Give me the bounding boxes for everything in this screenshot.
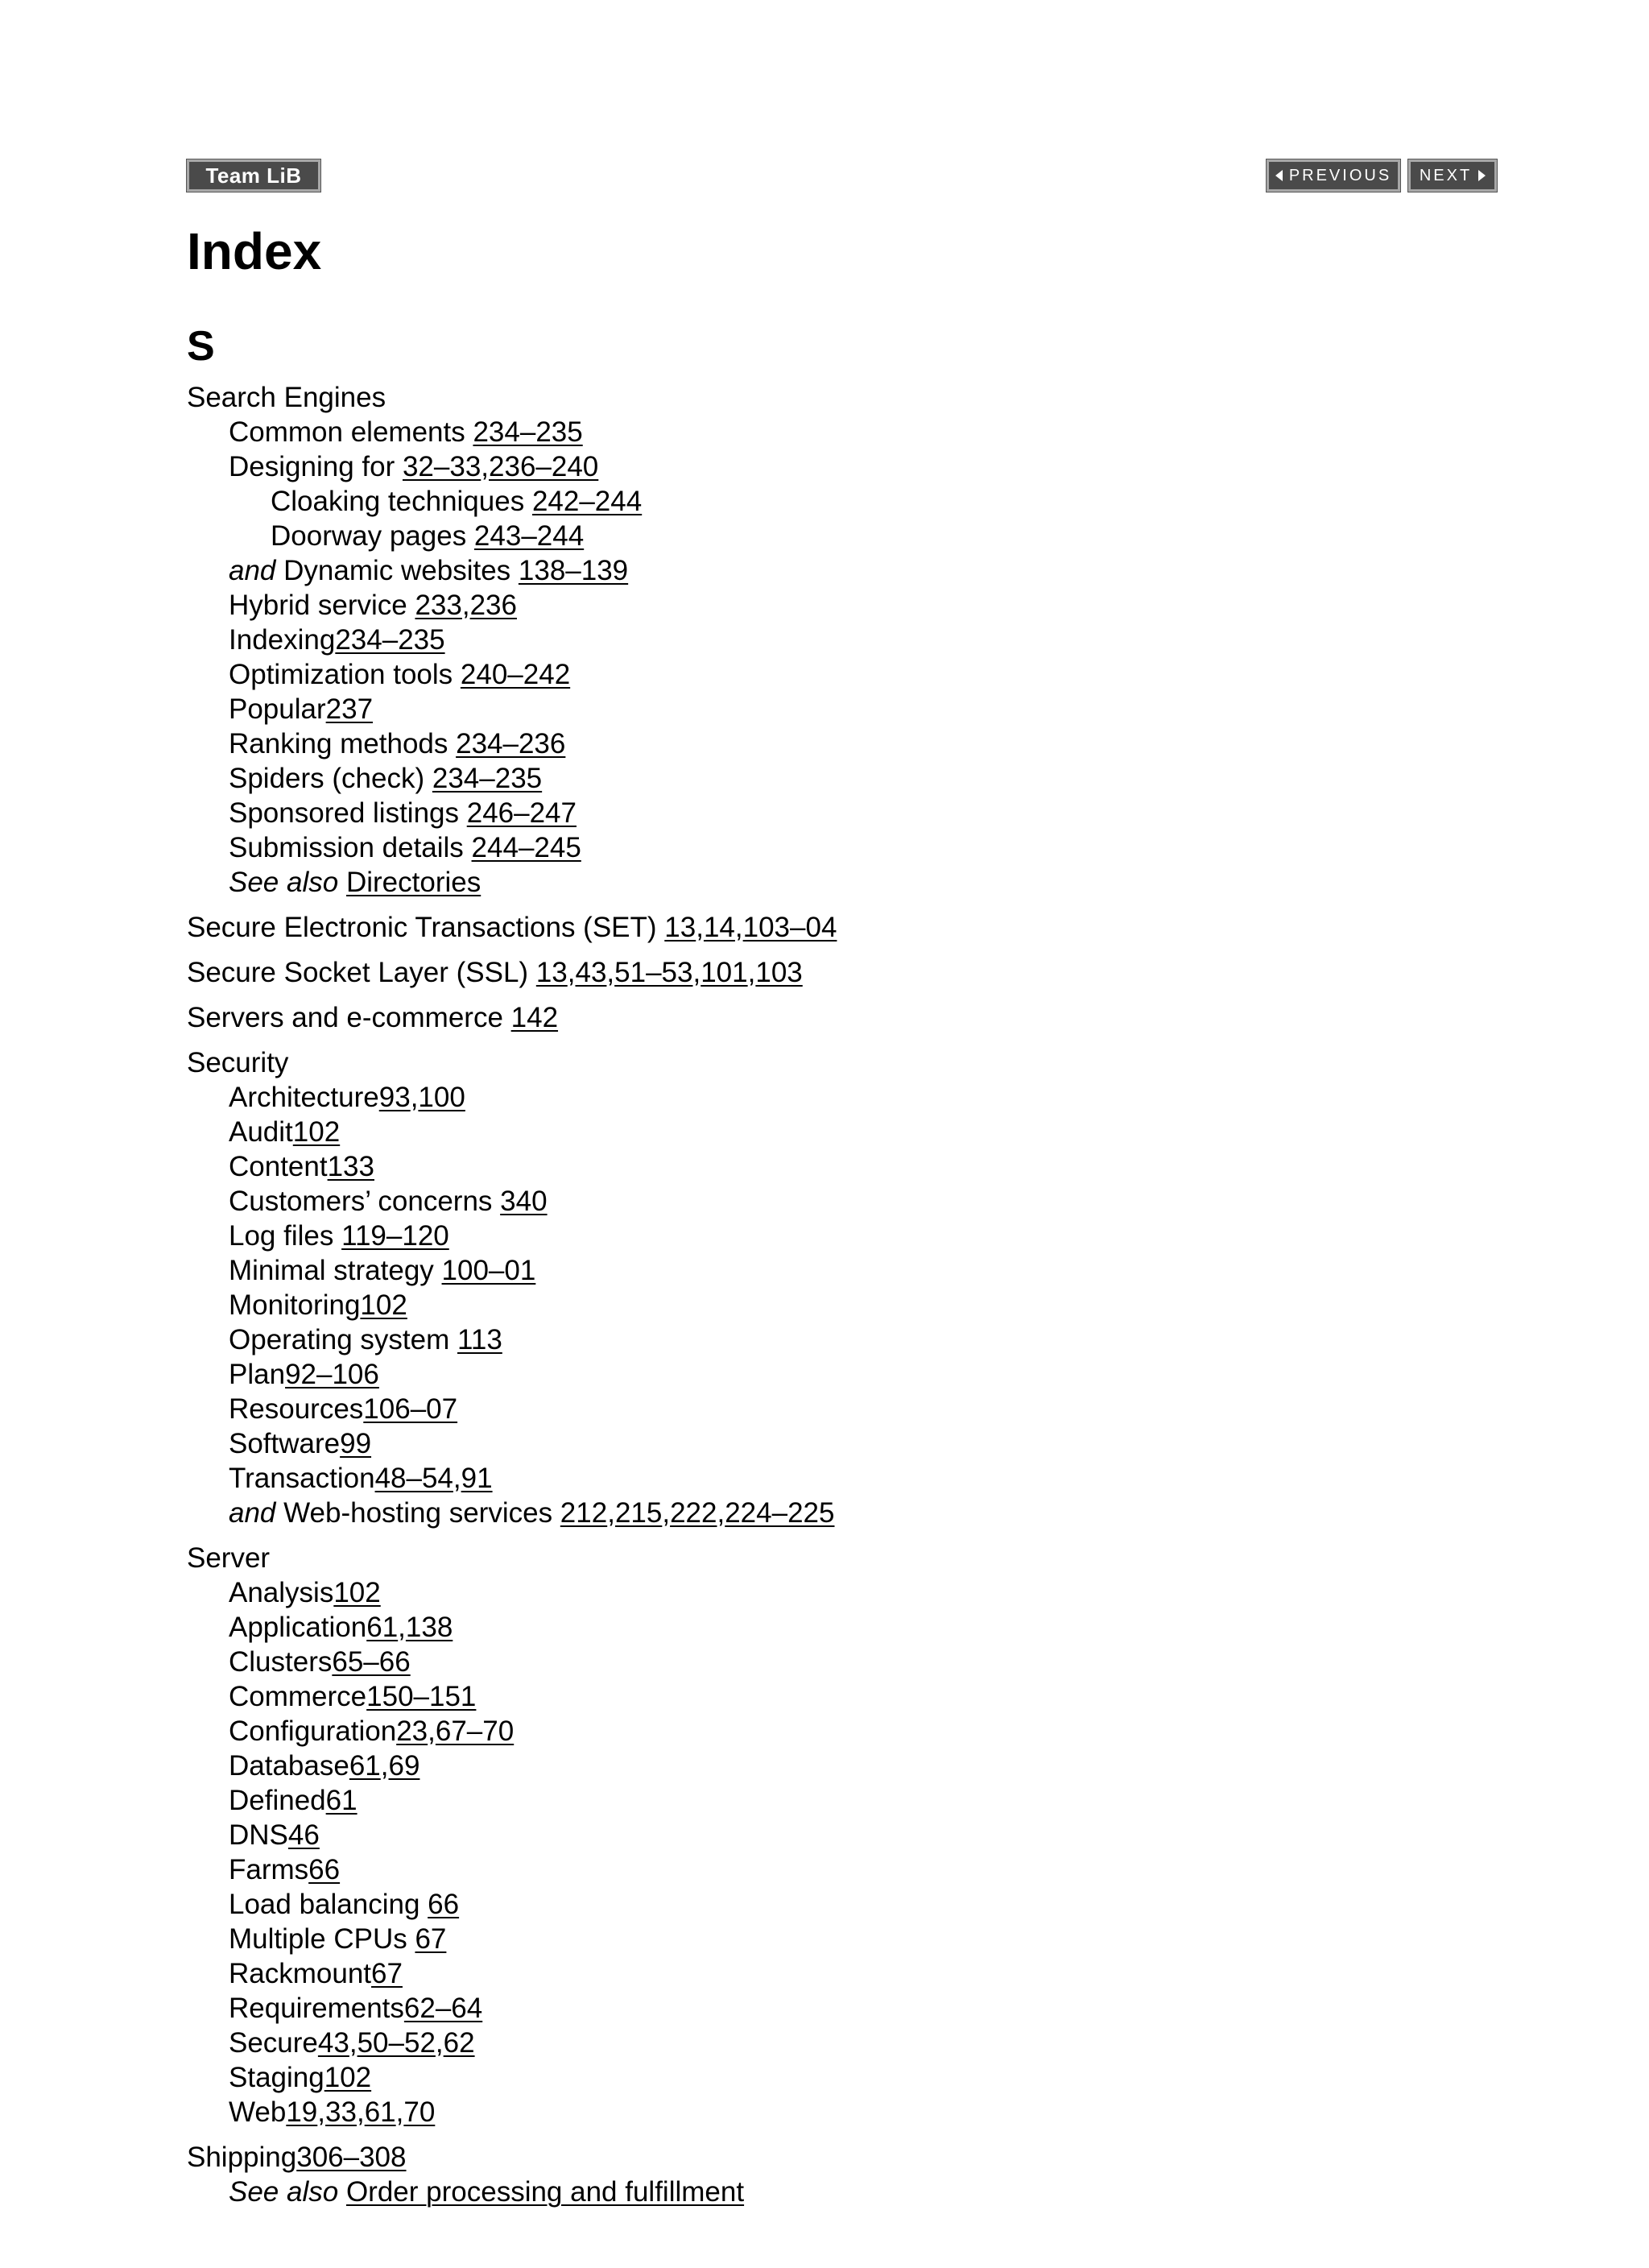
index-entry xyxy=(187,1496,1556,1530)
page-link[interactable]: 93 xyxy=(378,1082,411,1113)
page-separator: , xyxy=(734,912,743,943)
page-separator: , xyxy=(567,957,576,988)
entry-term: Indexing xyxy=(229,624,336,656)
page-link[interactable]: 246–247 xyxy=(466,797,577,829)
page-link[interactable]: 224–225 xyxy=(725,1497,835,1529)
entry-term: Customers’ concerns xyxy=(229,1186,501,1217)
entry-prefix: and xyxy=(229,555,276,586)
entry-term: Software xyxy=(229,1428,341,1459)
section-letter: S xyxy=(187,323,215,370)
entry-term: Secure Electronic Transactions (SET) xyxy=(187,912,665,943)
entry-term: Server xyxy=(187,1542,271,1574)
index-entry xyxy=(187,761,1556,796)
page-link[interactable]: 138–139 xyxy=(518,555,629,586)
entry-term: Multiple CPUs xyxy=(229,1923,415,1955)
header-bar xyxy=(187,159,1497,195)
index-entry xyxy=(187,1991,1556,2026)
entry-term: Architecture xyxy=(229,1082,379,1113)
index-entry xyxy=(187,1149,1556,1184)
index-entry xyxy=(187,519,1556,553)
page-link[interactable]: 69 xyxy=(388,1750,420,1782)
page-link[interactable]: 102 xyxy=(360,1289,407,1321)
page-link[interactable]: 103 xyxy=(755,957,803,988)
page-separator: , xyxy=(662,1497,671,1529)
index-entry xyxy=(187,449,1556,484)
page-link[interactable]: 100–01 xyxy=(441,1255,536,1286)
page-link[interactable]: 106–07 xyxy=(363,1393,458,1425)
index-list xyxy=(187,380,1556,2209)
page-link[interactable]: 242–244 xyxy=(531,486,643,517)
page-link[interactable]: 91 xyxy=(461,1463,493,1494)
entry-term: Shipping xyxy=(187,2142,297,2173)
page-separator: , xyxy=(606,957,615,988)
page-link[interactable]: 65–66 xyxy=(332,1646,411,1678)
page-separator: , xyxy=(747,957,756,988)
nav-buttons xyxy=(1267,159,1497,192)
entry-term: Search Engines xyxy=(187,382,386,413)
entry-term: Hybrid service xyxy=(229,590,415,621)
page-link[interactable]: 99 xyxy=(340,1428,372,1459)
index-entry xyxy=(187,796,1556,830)
index-entry xyxy=(187,2060,1556,2095)
entry-term: Spiders (check) xyxy=(229,763,432,794)
page-link[interactable]: 92–106 xyxy=(285,1359,379,1390)
entry-term: Database xyxy=(229,1750,349,1782)
entry-term: Popular xyxy=(229,693,326,725)
page-link[interactable]: 234–236 xyxy=(456,728,566,759)
entry-term: Log files xyxy=(229,1220,342,1252)
index-entry xyxy=(187,1357,1556,1392)
entry-term: Transaction xyxy=(229,1463,375,1494)
index-entry xyxy=(187,830,1556,865)
entry-term: Sponsored listings xyxy=(229,797,467,829)
index-entry xyxy=(187,1783,1556,1818)
page-link[interactable]: 306–308 xyxy=(296,2142,407,2173)
page-link[interactable]: 138 xyxy=(405,1612,453,1643)
index-entry xyxy=(187,1219,1556,1253)
page-link[interactable]: 222 xyxy=(670,1497,717,1529)
entry-term: Designing for xyxy=(229,451,403,482)
index-entry xyxy=(187,1645,1556,1679)
page-separator: , xyxy=(349,2027,357,2059)
page-link[interactable]: 23 xyxy=(396,1715,428,1747)
page-link[interactable]: 13 xyxy=(535,957,568,988)
entry-term: Submission details xyxy=(229,832,472,863)
page-link[interactable]: 61 xyxy=(349,1750,381,1782)
page-separator: , xyxy=(453,1463,461,1494)
page-link[interactable]: 32–33 xyxy=(402,451,481,482)
index-entry xyxy=(187,1461,1556,1496)
page-link[interactable]: 61 xyxy=(366,1612,399,1643)
page-link[interactable]: 66 xyxy=(428,1889,460,1920)
page-link[interactable]: 236–240 xyxy=(489,451,599,482)
index-entry xyxy=(187,1749,1556,1783)
entry-term: Web xyxy=(229,2096,287,2128)
index-entry xyxy=(187,380,1556,415)
arrow-left-icon xyxy=(1275,170,1283,181)
index-entry xyxy=(187,1080,1556,1115)
entry-prefix: See also xyxy=(229,867,339,898)
entry-term: Requirements xyxy=(229,1993,404,2024)
entry-term: Secure Socket Layer (SSL) xyxy=(187,957,536,988)
page-link[interactable]: 234–235 xyxy=(473,416,583,448)
entry-term: Secure xyxy=(229,2027,318,2059)
page-separator: , xyxy=(435,2027,444,2059)
page-link[interactable]: 43 xyxy=(575,957,607,988)
entry-term: Rackmount xyxy=(229,1958,372,1989)
entry-term: DNS xyxy=(229,1819,288,1851)
index-entry xyxy=(187,865,1556,900)
page-link[interactable]: Order processing and fulfillment xyxy=(345,2176,745,2208)
page-link[interactable]: 102 xyxy=(324,2062,372,2093)
page-separator: , xyxy=(428,1715,436,1747)
entry-term: Security xyxy=(187,1047,289,1078)
entry-term: Load balancing xyxy=(229,1889,428,1920)
entry-term: Minimal strategy xyxy=(229,1255,442,1286)
page-link[interactable]: 215 xyxy=(614,1497,663,1529)
index-entry xyxy=(187,623,1556,657)
page-link[interactable]: 100 xyxy=(418,1082,465,1113)
page-link[interactable]: 62 xyxy=(443,2027,475,2059)
entry-term: Optimization tools xyxy=(229,659,461,690)
entry-term: Cloaking techniques xyxy=(271,486,532,517)
page-link[interactable]: 33 xyxy=(325,2096,357,2128)
page-separator: , xyxy=(395,2096,404,2128)
index-entry xyxy=(187,2026,1556,2060)
entry-term: Servers and e-commerce xyxy=(187,1002,511,1033)
entry-term xyxy=(338,867,346,898)
page-separator: , xyxy=(380,1750,389,1782)
entry-term: Operating system xyxy=(229,1324,457,1355)
index-entry xyxy=(187,1575,1556,1610)
page-link[interactable]: 150–151 xyxy=(366,1681,477,1712)
entry-term xyxy=(338,2176,346,2208)
page-link[interactable]: 102 xyxy=(292,1116,341,1148)
entry-term: Audit xyxy=(229,1116,293,1148)
entry-term: Common elements xyxy=(229,416,473,448)
arrow-right-icon xyxy=(1478,170,1486,181)
page-link[interactable]: 243–244 xyxy=(473,520,585,552)
page-separator: , xyxy=(398,1612,406,1643)
index-entry xyxy=(187,1679,1556,1714)
page-link[interactable]: 19 xyxy=(286,2096,318,2128)
page-link[interactable]: 340 xyxy=(500,1186,548,1217)
index-entry xyxy=(187,1887,1556,1922)
page-link[interactable]: 62–64 xyxy=(403,1993,483,2024)
index-entry xyxy=(187,726,1556,761)
page-link[interactable]: 244–245 xyxy=(471,832,581,863)
page-link[interactable]: 113 xyxy=(457,1324,502,1355)
index-entry xyxy=(187,2140,1556,2175)
previous-label: PREVIOUS xyxy=(1288,166,1392,184)
index-entry xyxy=(187,1288,1556,1322)
page-link[interactable]: 61 xyxy=(364,2096,396,2128)
previous-button[interactable] xyxy=(1267,159,1400,192)
page-title: Index xyxy=(187,222,322,280)
page-link[interactable]: 102 xyxy=(333,1577,381,1608)
page-link[interactable]: 233 xyxy=(415,590,462,621)
index-entry xyxy=(187,1541,1556,1575)
page-link[interactable]: 46 xyxy=(287,1819,320,1851)
entry-term: Analysis xyxy=(229,1577,334,1608)
index-entry xyxy=(187,1045,1556,1080)
entry-term: Application xyxy=(229,1612,367,1643)
index-entry xyxy=(187,1852,1556,1887)
page-separator: , xyxy=(410,1082,419,1113)
entry-prefix: and xyxy=(229,1497,276,1529)
entry-term: Commerce xyxy=(229,1681,367,1712)
page-link[interactable]: 101 xyxy=(701,957,748,988)
page-separator: , xyxy=(481,451,490,482)
index-entry xyxy=(187,2095,1556,2129)
page-link[interactable]: Directories xyxy=(345,867,481,898)
entry-prefix: See also xyxy=(229,2176,339,2208)
entry-term: Clusters xyxy=(229,1646,333,1678)
page-link[interactable]: 66 xyxy=(308,1854,341,1885)
entry-term: Farms xyxy=(229,1854,309,1885)
page-link[interactable]: 234–235 xyxy=(432,763,543,794)
page-link[interactable]: 103–04 xyxy=(742,912,837,943)
index-entry xyxy=(187,1184,1556,1219)
index-entry xyxy=(187,415,1556,449)
page-link[interactable]: 142 xyxy=(510,1002,559,1033)
page-separator: , xyxy=(692,957,701,988)
index-entry xyxy=(187,588,1556,623)
page-link[interactable]: 133 xyxy=(327,1151,374,1182)
page-link[interactable]: 14 xyxy=(703,912,735,943)
index-entry xyxy=(187,484,1556,519)
page-separator: , xyxy=(696,912,704,943)
page-link[interactable]: 67 xyxy=(371,1958,403,1989)
entry-term: Staging xyxy=(229,2062,324,2093)
team-lib-logo: Team LiB xyxy=(187,159,320,192)
page-separator: , xyxy=(607,1497,615,1529)
page-link[interactable]: 67–70 xyxy=(435,1715,515,1747)
index-entry xyxy=(187,1426,1556,1461)
index-entry xyxy=(187,910,1556,945)
page-link[interactable]: 237 xyxy=(325,693,374,725)
index-entry xyxy=(187,1714,1556,1749)
page-link[interactable]: 70 xyxy=(403,2096,436,2128)
index-entry xyxy=(187,1818,1556,1852)
page-link[interactable]: 43 xyxy=(317,2027,349,2059)
entry-term: Plan xyxy=(229,1359,286,1390)
index-entry xyxy=(187,1922,1556,1956)
index-entry xyxy=(187,2175,1556,2209)
entry-term: Defined xyxy=(229,1785,326,1816)
page-link[interactable]: 234–235 xyxy=(335,624,445,656)
entry-term: Ranking methods xyxy=(229,728,457,759)
index-entry xyxy=(187,1956,1556,1991)
index-entry xyxy=(187,1253,1556,1288)
entry-term: Monitoring xyxy=(229,1289,361,1321)
page-link[interactable]: 240–242 xyxy=(460,659,571,690)
index-entry xyxy=(187,955,1556,990)
index-entry xyxy=(187,1000,1556,1035)
next-button[interactable] xyxy=(1408,159,1497,192)
page-separator: , xyxy=(356,2096,365,2128)
page-link[interactable]: 50–52 xyxy=(357,2027,436,2059)
entry-term: Doorway pages xyxy=(271,520,474,552)
page-link[interactable]: 236 xyxy=(469,590,517,621)
page-link[interactable]: 13 xyxy=(664,912,696,943)
index-entry xyxy=(187,1322,1556,1357)
index-entry xyxy=(187,553,1556,588)
entry-term: Dynamic websites xyxy=(275,555,519,586)
page-link[interactable]: 212 xyxy=(560,1497,608,1529)
index-entry xyxy=(187,1115,1556,1149)
entry-term: Resources xyxy=(229,1393,364,1425)
next-label: NEXT xyxy=(1419,166,1473,184)
entry-term: Content xyxy=(229,1151,328,1182)
entry-term: Web-hosting services xyxy=(275,1497,560,1529)
index-entry xyxy=(187,1392,1556,1426)
page-link[interactable]: 119–120 xyxy=(341,1220,449,1252)
index-entry xyxy=(187,692,1556,726)
page-separator: , xyxy=(717,1497,725,1529)
index-entry xyxy=(187,657,1556,692)
page-link[interactable]: 48–54 xyxy=(374,1463,453,1494)
page-separator: , xyxy=(317,2096,326,2128)
page-separator: , xyxy=(461,590,470,621)
entry-term: Configuration xyxy=(229,1715,397,1747)
page-link[interactable]: 61 xyxy=(325,1785,357,1816)
page-link[interactable]: 51–53 xyxy=(614,957,693,988)
index-entry xyxy=(187,1610,1556,1645)
page-link[interactable]: 67 xyxy=(415,1923,447,1955)
